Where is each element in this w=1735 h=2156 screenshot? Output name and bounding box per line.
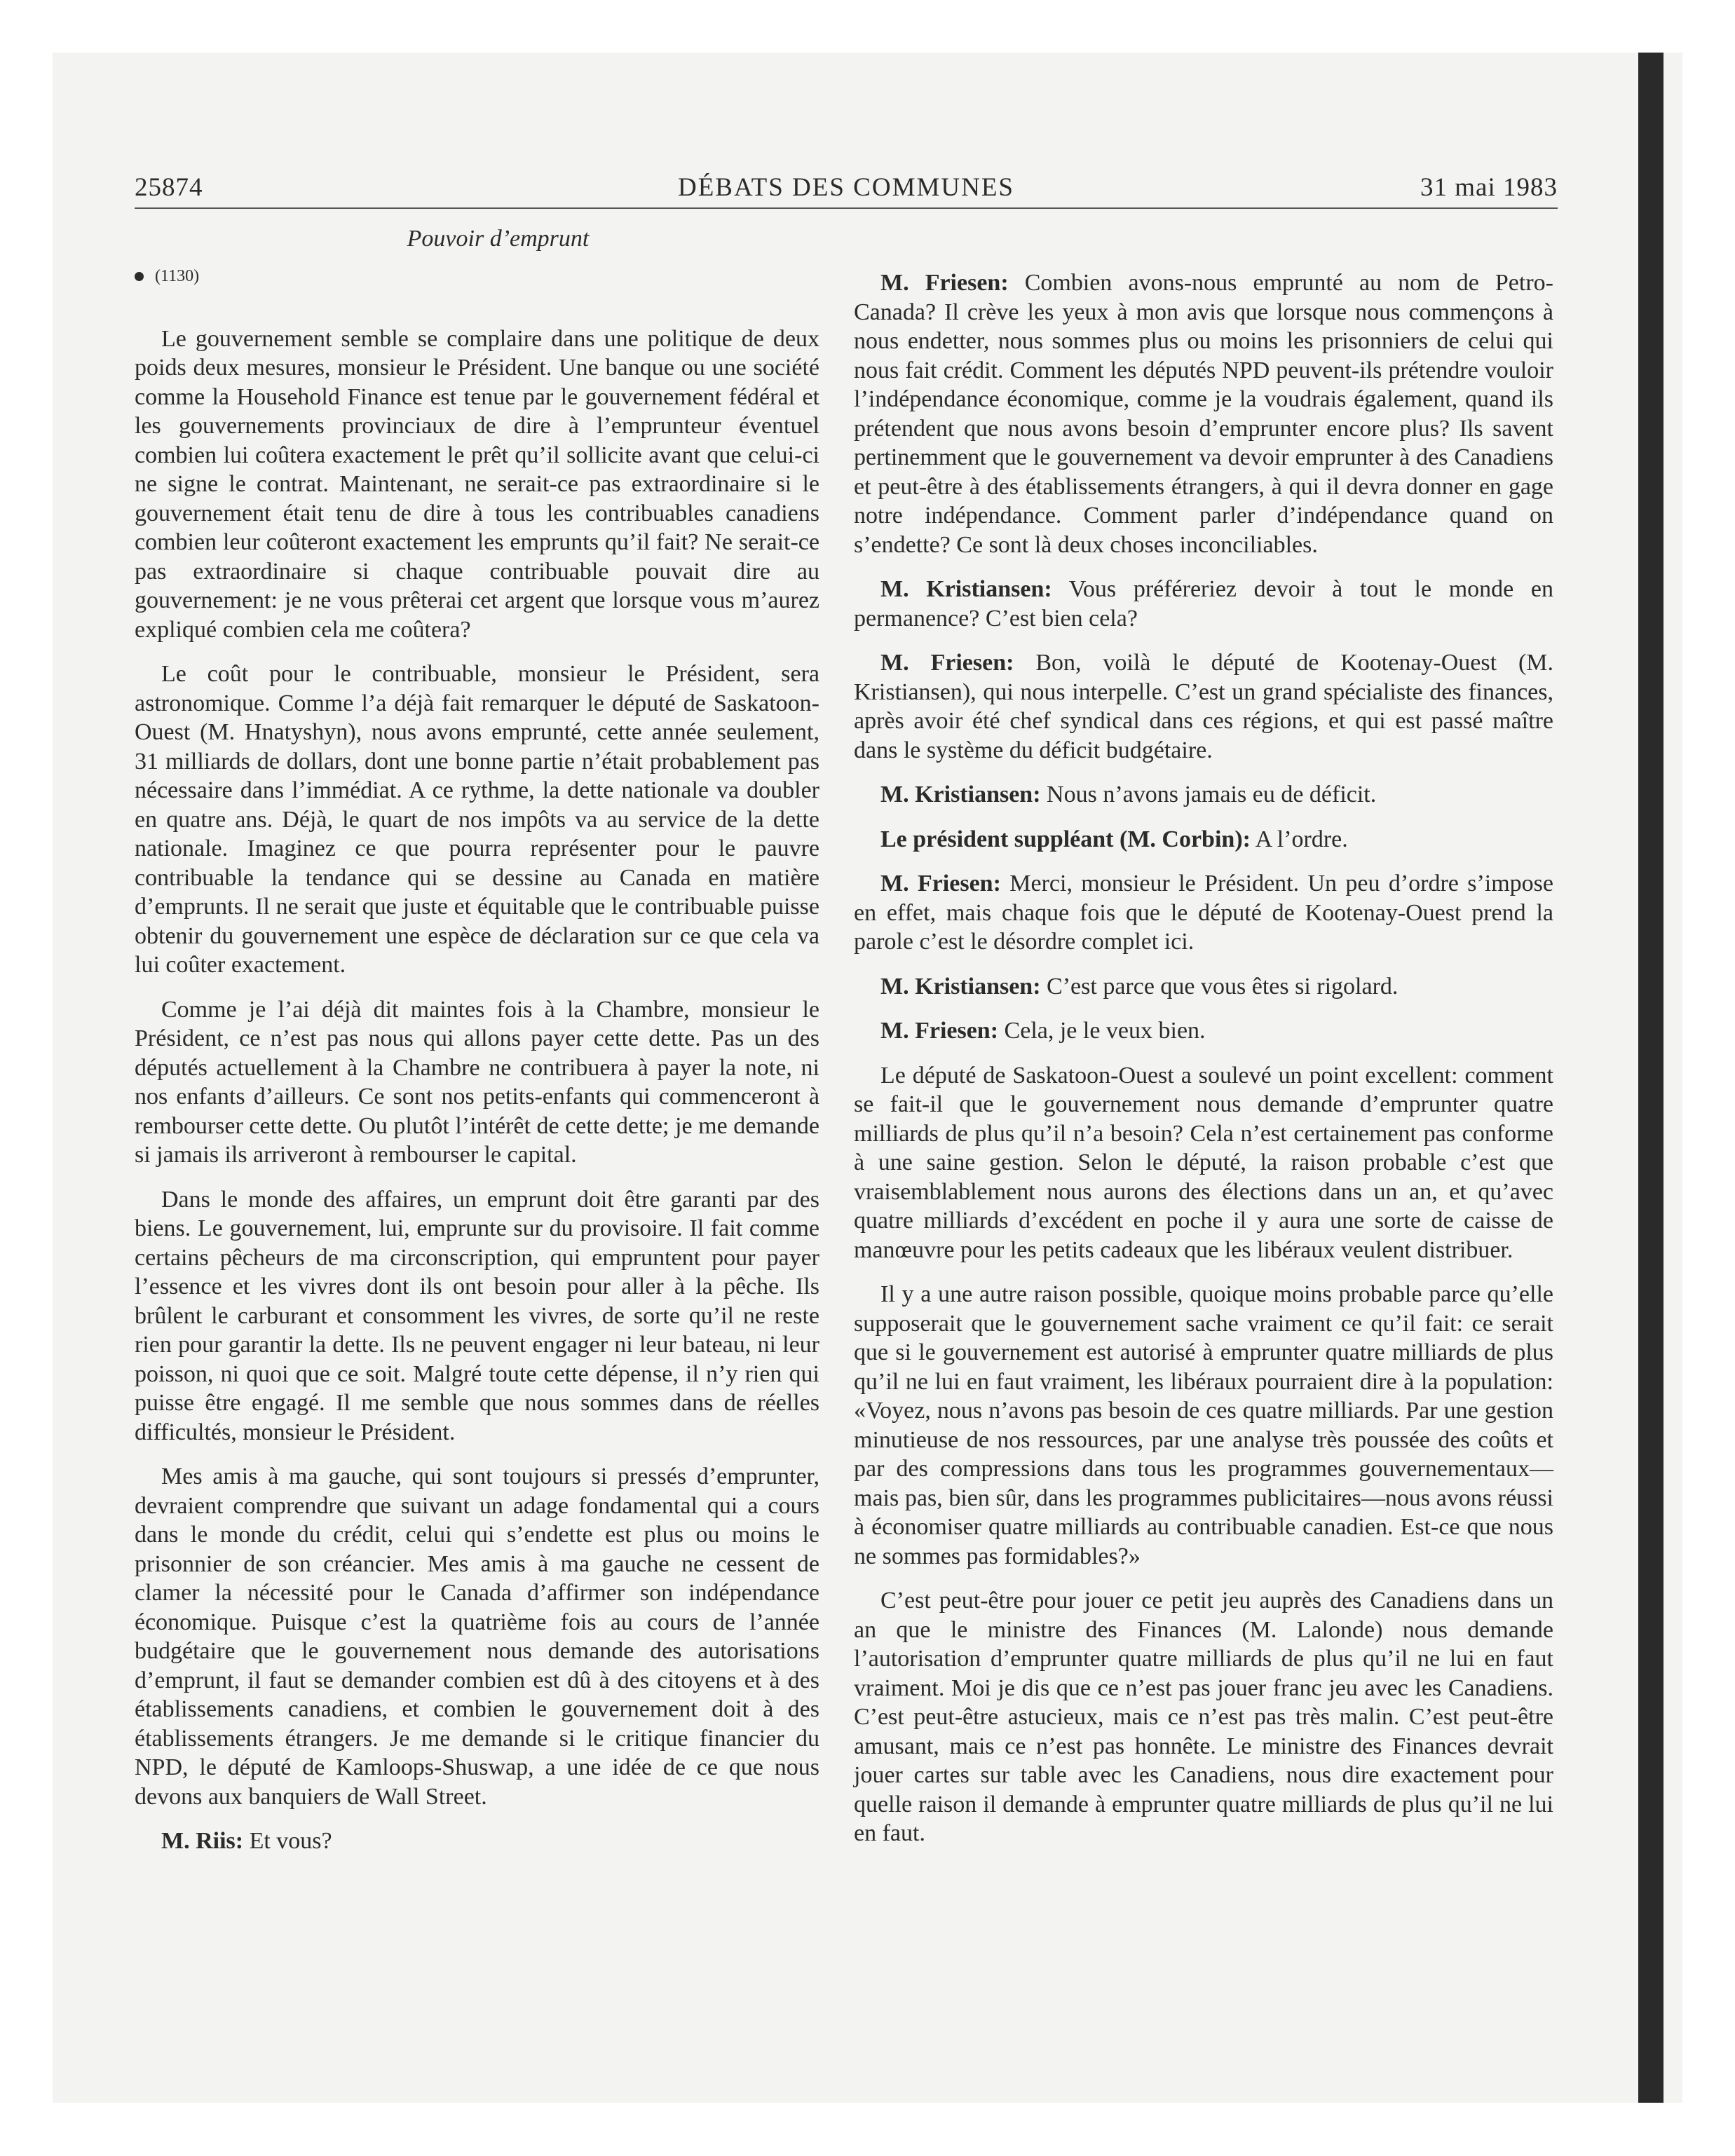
publication-date: 31 mai 1983 (1420, 173, 1558, 202)
paragraph: Dans le monde des affaires, un emprunt doit être garanti par des biens. Le gouvernement, lui, emprunte sur du provisoire. Il fait comme certains pêcheurs de ma circonscription, qui empruntent pour payer l’essence et les vivres dont ils ont besoin pour aller à la pêche. Ils brûlent le carburant et consomment les vivres, de sorte qu’il ne reste rien pour garantir la dette. Ils ne peuvent engager ni leur bateau, ni leur poisson, ni quoi que ce soit. Malgré toute cette dépense, il n’y rien qui puisse être engagé. Il me semble que nous sommes dans de réelles difficultés, monsieur le Président. (135, 1186, 819, 1445)
speaker-name: M. Kristiansen: (880, 576, 1052, 602)
speech (854, 869, 1553, 957)
speech (854, 575, 1553, 633)
paragraph (854, 1280, 1553, 1571)
speech (854, 1016, 1553, 1046)
speaker-name: M. Friesen: (880, 1018, 999, 1044)
speech-text: Et vous? (243, 1828, 332, 1854)
speech-text: Merci, monsieur le Président. Un peu d’ordre s’impose en effet, mais chaque fois que le député de Kootenay-Ouest prend la parole c’est le désordre complet ici. (854, 871, 1554, 955)
speech-text: Bon, voilà le député de Kootenay-Ouest (M. Kristiansen), qui nous interpelle. C’est un grand spécialiste des finances, après avoir été chef syndical dans ces régions, et qui est passé maître dans le système du déficit budgétaire. (854, 650, 1553, 763)
paragraph (854, 1061, 1553, 1265)
speech (854, 648, 1553, 765)
paragraph-text: C’est peut-être pour jouer ce petit jeu auprès des Canadiens dans un an que le ministre des Finances (M. Lalonde) nous demande l’autorisation d’emprunter quatre milliards de plus qu’il ne lui en faut vraiment. Moi je dis que ce n’est pas jouer franc jeu avec les Canadiens. C’est peut-être astucieux, mais ce n’est pas très malin. C’est peut-être amusant, mais ce n’est pas honnête. Le ministre des Finances devrait jouer cartes sur table avec les Canadiens, nous dire exactement pour quelle raison il demande à emprunter quatre milliards de plus qu’il ne lui en faut. (854, 1588, 1553, 1846)
left-column (135, 224, 819, 1871)
speech-text: Combien avons-nous emprunté au nom de Petro-Canada? Il crève les yeux à mon avis que lorsque nous commençons à nous endetter, nous sommes plus ou moins les prisonniers de celui qui nous fait crédit. Comment les députés NPD peuvent-ils prétendre vouloir l’indépendance économique, comme je la voudrais également, quand ils prétendent que nous avons besoin d’emprunter encore plus? Ils savent pertinemment que le gouvernement va devoir emprunter à des Canadiens et peut-être à des établissements étrangers, à qui il devra donner en gage notre indépendance. Comment parler d’indépendance quand on s’endette? Ce sont là deux choses inconciliables. (854, 270, 1553, 558)
speaker-name: M. Friesen: (880, 650, 1014, 676)
speech (135, 1827, 819, 1856)
paragraph (854, 1586, 1553, 1848)
speech-text: A l’ordre. (1250, 826, 1348, 852)
speaker-name: Le président suppléant (M. Corbin): (880, 826, 1251, 852)
speech (854, 268, 1553, 559)
speech-text: Nous n’avons jamais eu de déficit. (1040, 782, 1377, 807)
speaker-name: M. Riis: (161, 1828, 244, 1854)
paragraph: Mes amis à ma gauche, qui sont toujours si pressés d’emprunter, devraient comprendre que suivant un adage fondamental qui a cours dans le monde du crédit, celui qui s’endette est plus ou moins le prisonnier de son créancier. Mes amis à ma gauche ne cessent de clamer la nécessité pour le Canada d’affirmer son indépendance économique. Puisque c’est la quatrième fois au cours de l’année budgétaire que le gouvernement nous demande des autorisations d’emprunt, il faut se demander combien est dû à des citoyens et à des établissements canadiens, et combien le gouvernement doit à des établissements étrangers. Je me demande si le critique financier du NPD, le député de Kamloops-Shuswap, a une idée de ce que nous devons aux banquiers de Wall Street. (135, 1464, 819, 1810)
speaker-name: M. Friesen: (880, 270, 1009, 296)
speaker-name: M. Friesen: (880, 871, 1001, 896)
timestamp (135, 266, 819, 287)
speaker-name: M. Kristiansen: (880, 973, 1041, 999)
page-header (135, 168, 1558, 209)
bullet-icon (135, 272, 144, 281)
speech-text: Vous préféreriez devoir à tout le monde en permanence? C’est bien cela? (854, 576, 1553, 632)
right-column (854, 268, 1553, 1864)
paragraph-text: Le député de Saskatoon-Ouest a soulevé un point excellent: comment se fait-il que le gouvernement nous demande d’emprunter quatre milliards de plus qu’il n’a besoin? Cela n’est certainement pas conforme à une saine gestion. Selon le député, la raison probable c’est que vraisemblablement nous aurons des élections dans un an, et qu’avec quatre milliards d’excédent en poche il y aura une sorte de caisse de manœuvre pour les petits cadeaux que les libéraux veulent distribuer. (854, 1062, 1553, 1263)
paragraph: Comme je l’ai déjà dit maintes fois à la Chambre, monsieur le Président, ce n’est pas nous qui allons payer cette dette. Pas un des députés actuellement à la Chambre ne contribuera à payer la note, ni nos enfants d’ailleurs. Ce sont nos petits-enfants qui commenceront à rembourser cette dette. Ou plutôt l’intérêt de cette dette; je me demande si jamais ils arriveront à rembourser le capital. (135, 996, 819, 1168)
speech (854, 825, 1553, 854)
speech (854, 972, 1553, 1002)
speech-text: C’est parce que vous êtes si rigolard. (1040, 973, 1399, 999)
paragraph-text: Il y a une autre raison possible, quoique moins probable parce qu’elle supposerait que le gouvernement sache vraiment ce qu’il fait: ce serait que si le gouvernement est autorisé à emprunter quatre milliards de plus qu’il ne lui en faut vraiment, les libéraux pourraient dire à la population: «Voyez, nous n’avons pas besoin de ces quatre milliards. Par une gestion minutieuse de nos ressources, par une analyse très poussée des coûts et par des compressions dans tous les programmes gouvernementaux—mais pas, bien sûr, dans les programmes publicitaires—nous avons réussi à économiser quatre milliards au contribuable canadien. Est-ce que nous ne sommes pas formidables?» (854, 1281, 1553, 1569)
timestamp-text: (1130) (155, 266, 200, 285)
paragraph: Le gouvernement semble se complaire dans une politique de deux poids deux mesures, monsieur le Président. Une banque ou une société comme la Household Finance est tenue par le gouvernement fédéral et les gouvernements provinciaux de dire à l’emprunteur éventuel combien lui coûtera exactement le prêt qu’il sollicite avant que celui-ci ne signe le contrat. Maintenant, ne serait-ce pas extraordinaire si le gouvernement était tenu de dire à tous les contribuables canadiens combien leur coûteront exactement les emprunts qu’il fait? Ne serait-ce pas extraordinaire si chaque contribuable pouvait dire au gouvernement: je ne vous prêterai cet argent que lorsque vous m’aurez expliqué combien cela me coûtera? (135, 325, 819, 643)
page-number: 25874 (135, 173, 203, 202)
speech-text: Cela, je le veux bien. (998, 1018, 1206, 1044)
paragraph: Le coût pour le contribuable, monsieur le Président, sera astronomique. Comme l’a déjà fait remarquer le député de Saskatoon-Ouest (M. Hnatyshyn), nous avons emprunté, cette année seulement, 31 milliards de dollars, dont une bonne partie n’était probablement pas nécessaire dans l’immédiat. A ce rythme, la dette nationale va doubler en quatre ans. Déjà, le quart de nos impôts va au service de la dette nationale. Imaginez ce que pourra représenter pour le pauvre contribuable la tendance qui se dessine au Canada en matière d’emprunts. Il ne serait que juste et équitable que le contribuable puisse obtenir du gouvernement une espèce de déclaration sur ce que cela va lui coûter exactement. (135, 661, 819, 978)
speaker-name: M. Kristiansen: (880, 782, 1041, 807)
speech (854, 780, 1553, 810)
scan-edge-shadow (1638, 53, 1663, 2103)
section-title: Pouvoir d’emprunt (407, 226, 590, 252)
publication-title: DÉBATS DES COMMUNES (677, 173, 1014, 202)
